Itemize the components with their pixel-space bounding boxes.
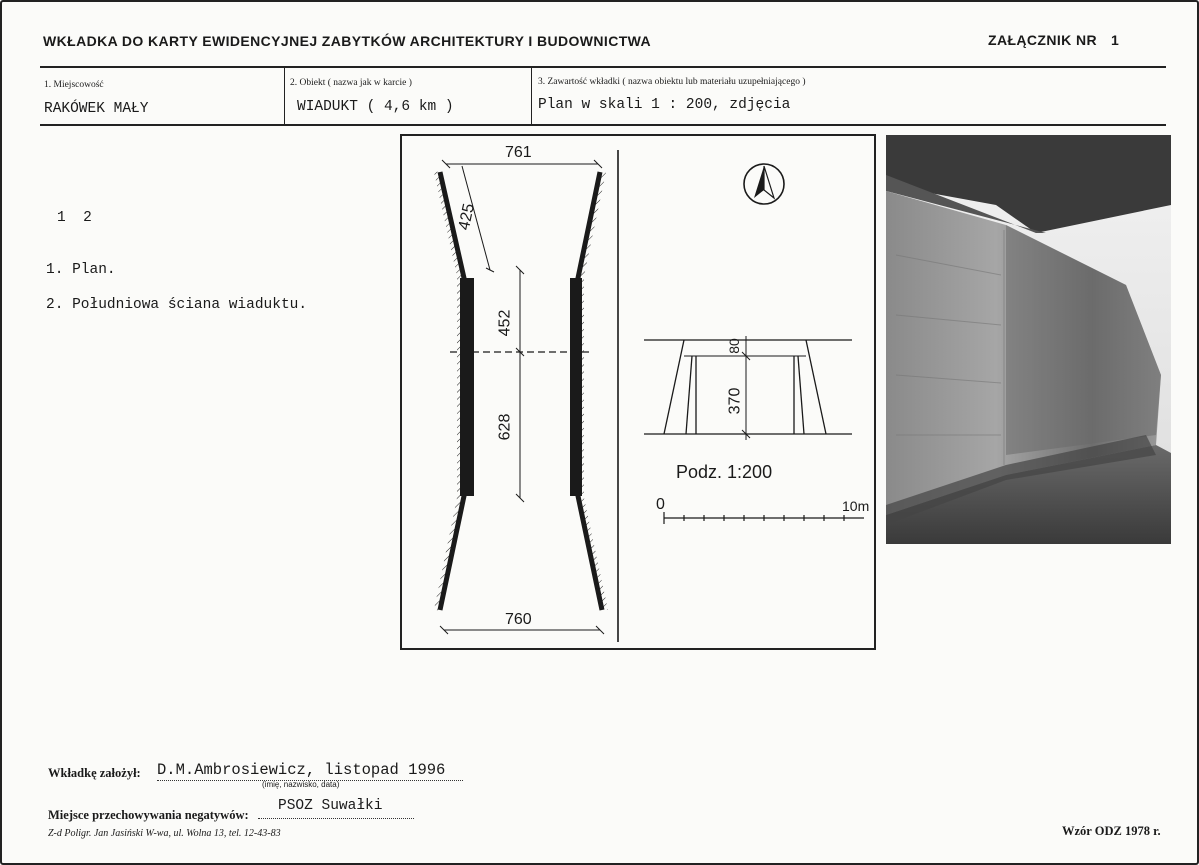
field-divider-2 (531, 67, 532, 124)
contents-value: Plan w skali 1 : 200, zdjęcia (538, 97, 791, 113)
scale-end-label: 10m (842, 498, 870, 514)
document-title: WKŁADKA DO KARTY EWIDENCYJNEJ ZABYTKÓW ARCHITEKTURY I BUDOWNICTWA (43, 33, 652, 49)
scale-start-label: 0 (656, 496, 665, 513)
negatives-value: PSOZ Suwałki (278, 798, 383, 814)
form-id: Wzór ODZ 1978 r. (1062, 824, 1161, 838)
dim-bottom-label: 760 (505, 611, 532, 628)
attachment-label (988, 32, 1119, 48)
dim-section-top-label: 80 (725, 338, 742, 354)
founded-value: D.M.Ambrosiewicz, listopad 1996 (157, 761, 446, 779)
list-item-south-wall: 2. Południowa ściana wiaduktu. (46, 297, 308, 313)
fields-rule (40, 124, 1166, 126)
scale-bar (664, 512, 864, 524)
locality-label: 1. Miejscowość (44, 80, 104, 90)
south-wall-photo-svg (886, 135, 1171, 544)
dim-top-label: 761 (505, 144, 532, 161)
object-label: 2. Obiekt ( nazwa jak w karcie ) (290, 78, 412, 88)
cross-section (644, 336, 852, 440)
attachment-numbers: 1 2 (57, 210, 92, 226)
contents-label: 3. Zawartość wkładki ( nazwa obiektu lub materiału uzupełniającego ) (538, 77, 806, 87)
founded-label: Wkładkę założył: (48, 766, 141, 780)
viaduct-plan (436, 160, 606, 634)
object-value: WIADUKT ( 4,6 km ) (297, 99, 454, 115)
founded-hint: (imię, nazwisko, data) (262, 780, 340, 789)
negatives-label: Miejsce przechowywania negatywów: (48, 808, 249, 822)
scale-text: Podz. 1:200 (676, 462, 773, 482)
attachment-number: 1 (1111, 32, 1120, 48)
header-rule (40, 66, 1166, 68)
negatives-dotted-line (258, 818, 414, 819)
dim-wing-label: 425 (455, 202, 478, 232)
list-item-plan: 1. Plan. (46, 262, 116, 278)
north-arrow-icon (744, 164, 784, 204)
field-divider-1 (284, 67, 285, 124)
plan-drawing (400, 134, 876, 650)
south-wall-photo (886, 135, 1171, 544)
locality-value: RAKÓWEK MAŁY (44, 101, 149, 117)
dim-upper-label: 452 (496, 309, 514, 337)
dim-section-height-label: 370 (726, 387, 744, 415)
attachment-label-text: ZAŁĄCZNIK NR (988, 32, 1098, 48)
printer-info: Z-d Poligr. Jan Jasiński W-wa, ul. Wolna 13, tel. 12-43-83 (48, 828, 281, 839)
dim-lower-label: 628 (496, 413, 514, 441)
